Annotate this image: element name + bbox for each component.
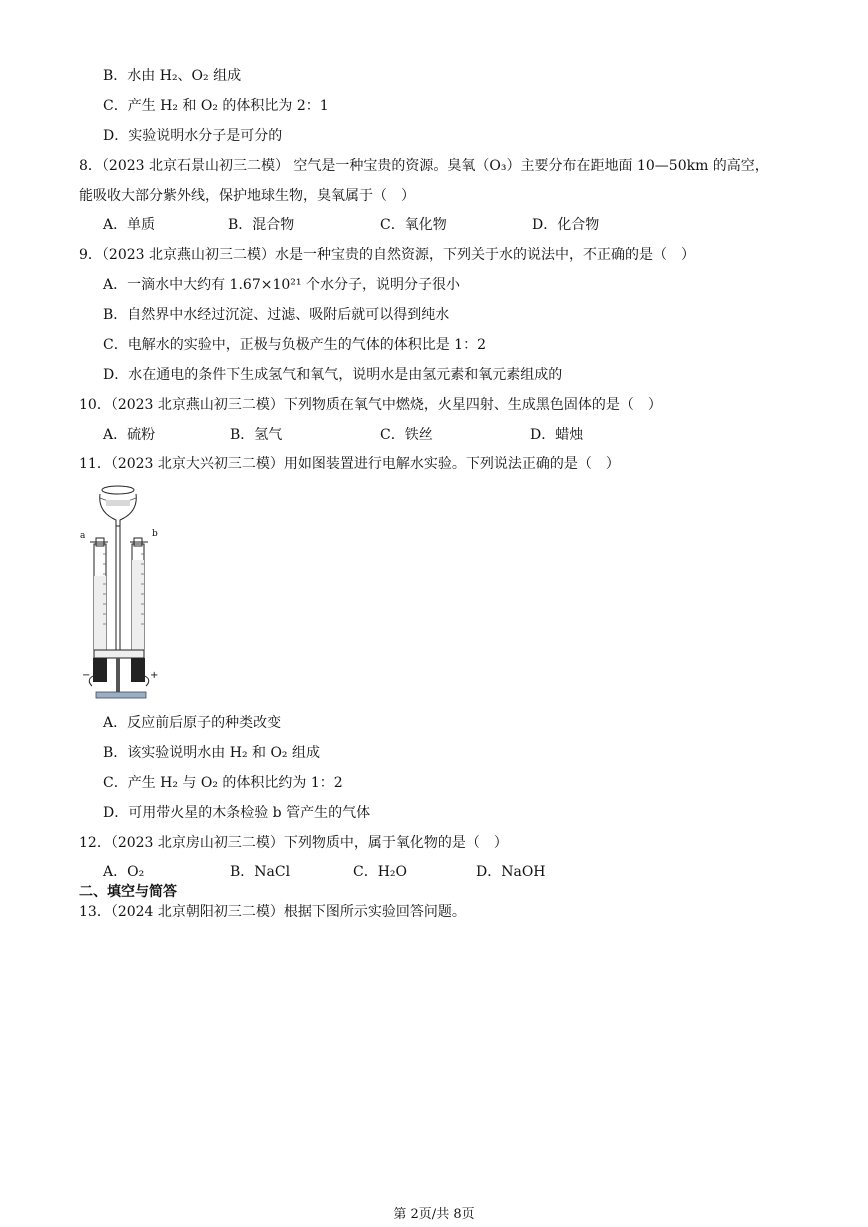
- q9-option-a: A．一滴水中大约有 1.67×10²¹ 个水分子，说明分子很小: [103, 277, 460, 293]
- q8-stem-line2: 能吸收大部分紫外线，保护地球生物，臭氧属于（ ）: [79, 188, 415, 204]
- q9-option-b: B．自然界中水经过沉淀、过滤、吸附后就可以得到纯水: [103, 307, 450, 323]
- figure-label-b: b: [152, 529, 158, 539]
- q13-stem: 13．（2024 北京朝阳初三二模）根据下图所示实验回答问题。: [79, 904, 466, 920]
- q11-option-a: A．反应前后原子的种类改变: [103, 715, 282, 731]
- electrolysis-apparatus-figure: [78, 480, 168, 702]
- q12-option-a: A．O₂: [103, 864, 145, 880]
- figure-label-minus: −: [82, 670, 91, 681]
- q7-option-d: D．实验说明水分子是可分的: [103, 128, 283, 144]
- section-title: 二、填空与简答: [79, 884, 177, 900]
- figure-label-a: a: [80, 531, 86, 541]
- figure-label-plus: +: [150, 670, 159, 681]
- q7-option-c: C．产生 H₂ 和 O₂ 的体积比为 2：1: [103, 98, 329, 114]
- q9-option-c: C．电解水的实验中，正极与负极产生的气体的体积比是 1：2: [103, 337, 486, 353]
- q8-option-b: B．混合物: [228, 217, 295, 233]
- q10-options: [103, 425, 583, 445]
- q12-option-b: B．NaCl: [230, 864, 291, 880]
- q9-option-d: D．水在通电的条件下生成氢气和氧气，说明水是由氢元素和氧元素组成的: [103, 367, 563, 383]
- q10-option-b: B．氢气: [230, 427, 283, 443]
- q12-option-c: C．H₂O: [353, 864, 408, 880]
- q11-option-b: B．该实验说明水由 H₂ 和 O₂ 组成: [103, 745, 320, 761]
- q8-option-c: C．氧化物: [380, 217, 447, 233]
- q11-stem: 11．（2023 北京大兴初三二模）用如图装置进行电解水实验。下列说法正确的是（ ）: [79, 456, 620, 472]
- q10-stem: 10．（2023 北京燕山初三二模）下列物质在氧气中燃烧，火星四射、生成黑色固体的是（ ）: [79, 397, 662, 413]
- q8-stem-line1: 8．（2023 北京石景山初三二模） 空气是一种宝贵的资源。臭氧（O₃）主要分布在距地面 10—50km 的高空，: [79, 158, 769, 174]
- q11-option-d: D．可用带火星的木条检验 b 管产生的气体: [103, 805, 371, 821]
- q12-option-d: D．NaOH: [476, 864, 546, 880]
- q8-option-a: A．单质: [103, 217, 156, 233]
- q12-options: [103, 862, 546, 882]
- q8-options: [103, 215, 599, 235]
- q10-option-a: A．硫粉: [103, 427, 156, 443]
- q11-option-c: C．产生 H₂ 与 O₂ 的体积比约为 1：2: [103, 775, 343, 791]
- q9-stem: 9．（2023 北京燕山初三二模）水是一种宝贵的自然资源，下列关于水的说法中，不正确的是（ ）: [79, 247, 695, 263]
- q12-stem: 12．（2023 北京房山初三二模）下列物质中，属于氧化物的是（ ）: [79, 835, 508, 851]
- q8-option-d: D．化合物: [532, 217, 600, 233]
- q10-option-d: D．蜡烛: [530, 427, 584, 443]
- q10-option-c: C．铁丝: [380, 427, 433, 443]
- page-number: 第 2页/共 8页: [393, 1207, 475, 1222]
- q7-option-b: B．水由 H₂、O₂ 组成: [103, 68, 242, 84]
